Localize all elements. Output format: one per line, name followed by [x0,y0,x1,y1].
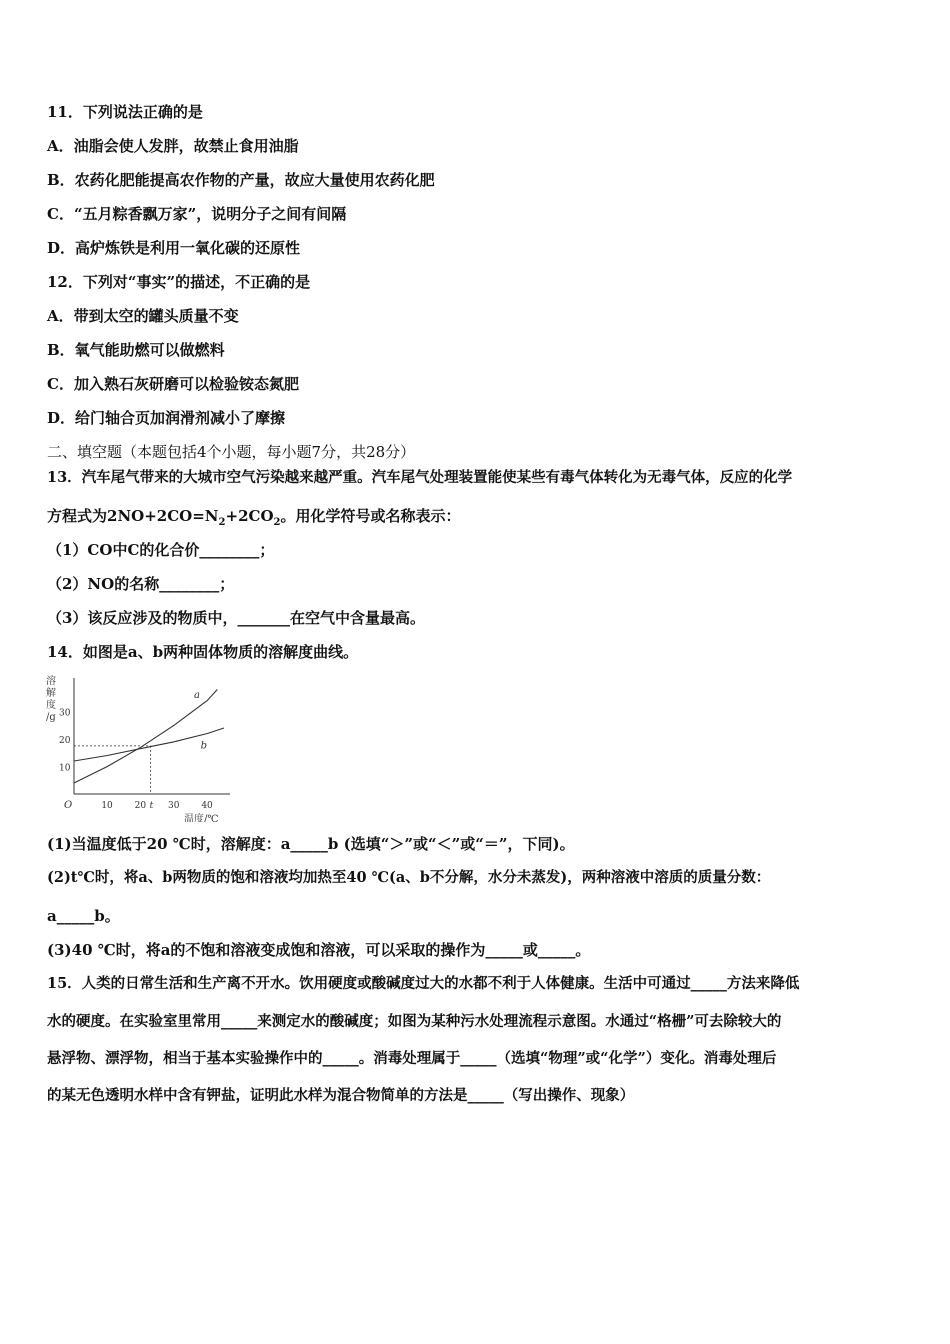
q13-part2: （2）NO的名称________； [47,575,235,593]
q14-part3: (3)40 ℃时，将a的不饱和溶液变成饱和溶液，可以采取的操作为_____或_____。 [47,941,591,959]
q14-part2: (2)t℃时，将a、b两物质的饱和溶液均加热至40 ℃(a、b不分解，水分未蒸发)，两种溶液中溶质的质量分数： [47,869,771,886]
q11-option-b: B．农药化肥能提高农作物的产量，故应大量使用农药化肥 [47,171,435,189]
q15-line3: 悬浮物、漂浮物，相当于基本实验操作中的_____。消毒处理属于_____（选填“物理”或“化学”）变化。消毒处理后 [47,1050,777,1067]
q12-option-a: A．带到太空的罐头质量不变 [47,307,239,325]
q15-line4: 的某无色透明水样中含有钾盐，证明此水样为混合物简单的方法是_____（写出操作、现象） [47,1087,635,1104]
q13-equation-a: 2NO+2CO=N [107,507,219,525]
curve-label-a: a [194,689,200,701]
q12-stem: 12．下列对“事实”的描述，不正确的是 [47,273,311,291]
q11-option-a: A．油脂会使人发胖，故禁止食用油脂 [47,137,299,155]
section-heading: 二、填空题（本题包括4个小题，每小题7分，共28分） [47,443,416,461]
y-axis-label-char: /g [46,712,56,723]
y-axis-label-char: 解 [46,688,56,699]
q13-equation-b: +2CO [225,507,274,525]
x-tick-label-t: t [149,801,154,811]
q14-stem: 14．如图是a、b两种固体物质的溶解度曲线。 [47,643,359,661]
x-tick-label: 10 [101,801,113,811]
q11-stem: 11．下列说法正确的是 [47,103,203,121]
q13-line2 [47,506,461,533]
q13-part3: （3）该反应涉及的物质中，_______在空气中含量最高。 [47,609,425,627]
q11-option-c: C．“五月粽香飘万家”，说明分子之间有间隔 [47,205,347,223]
q12-option-b: B．氧气能助燃可以做燃料 [47,341,225,359]
x-tick-label: 30 [168,801,180,811]
q12-option-c: C．加入熟石灰研磨可以检验铵态氮肥 [47,375,299,393]
x-tick-label: 40 [201,801,213,811]
y-tick-label: 10 [59,763,71,774]
y-tick-label: 20 [59,736,71,746]
curve-label-b: b [200,740,208,752]
y-axis-label-char: 度 [46,700,56,711]
y-tick-label: 30 [59,708,71,719]
q11-option-d: D．高炉炼铁是利用一氧化碳的还原性 [47,239,301,257]
q13-equation-sub1: 2 [218,517,226,528]
q15-line2: 水的硬度。在实验室里常用_____来测定水的酸碱度；如图为某种污水处理流程示意图。水通过“格栅”可去除较大的 [47,1013,782,1030]
q13-part1: （1）CO中C的化合价________； [47,541,275,559]
y-axis-label-char: 溶 [46,676,56,687]
q13-line2-pre: 方程式为 [47,507,108,525]
x-axis-label: 温度/℃ [184,814,219,822]
q13-line1: 13．汽车尾气带来的大城市空气污染越来越严重。汽车尾气处理装置能使某些有毒气体转化为无毒气体，反应的化学 [47,469,793,486]
q13-equation-sub2: 2 [273,517,281,528]
x-tick-label: 20 [134,801,147,811]
q14-part1: (1)当温度低于20 ℃时，溶解度：a_____b (选填“＞”或“＜”或“＝”，下同)。 [47,835,575,853]
q13-line2-post: 。用化学符号或名称表示： [280,507,461,525]
q15-line1: 15．人类的日常生活和生产离不开水。饮用硬度或酸碱度过大的水都不利于人体健康。生活中可通过_____方法来降低 [47,975,800,992]
solubility-chart [42,672,232,822]
q14-part2-answer: a_____b。 [47,907,120,925]
origin-label: O [64,800,73,811]
q12-option-d: D．给门轴合页加润滑剂减小了摩擦 [47,409,286,427]
